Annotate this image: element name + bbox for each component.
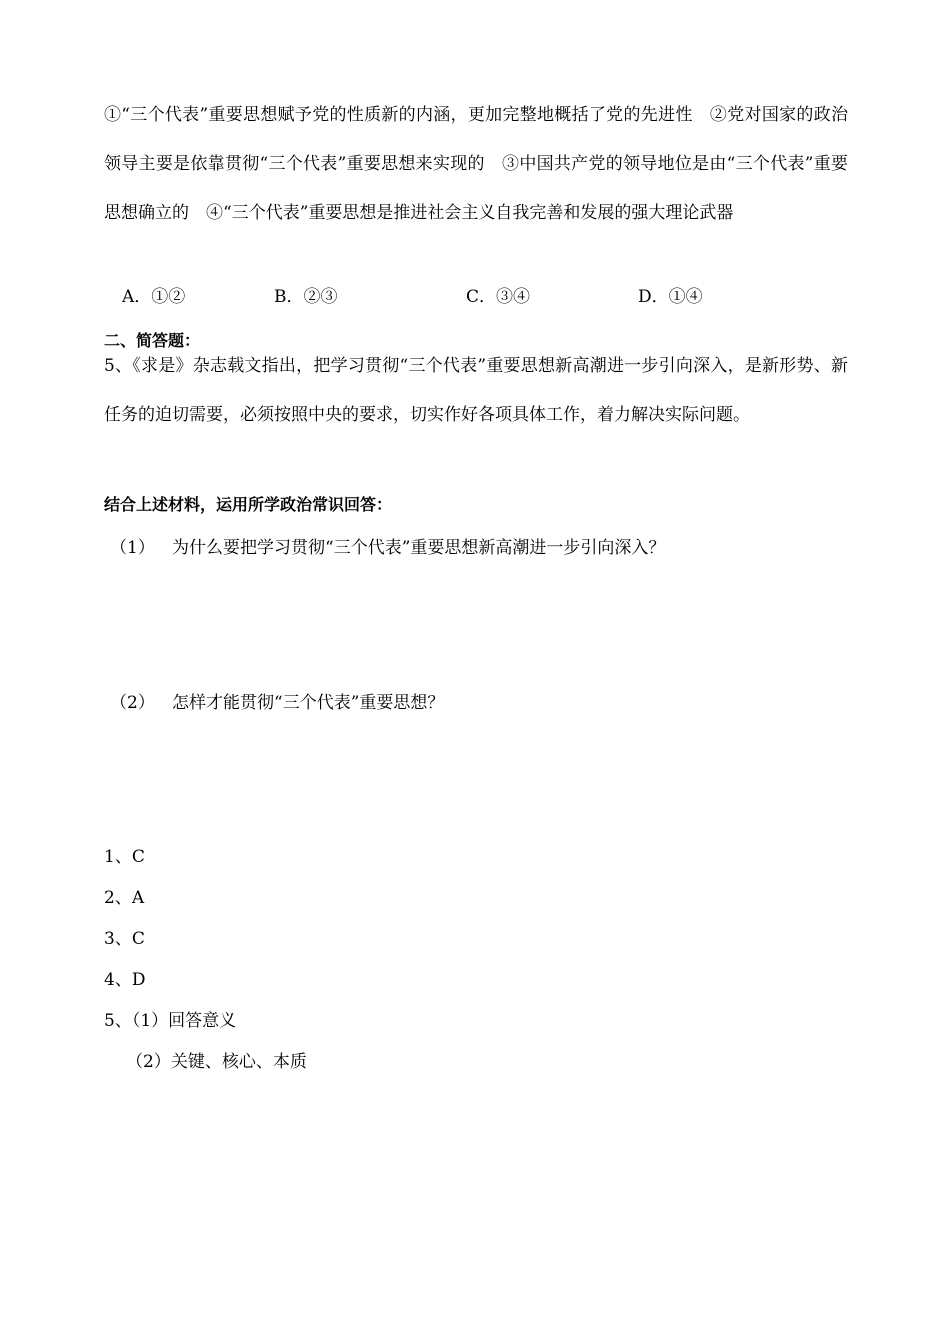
answer-1: 1、C (104, 847, 145, 867)
question-5-material: 5、《求是》杂志载文指出，把学习贯彻“三个代表”重要思想新高潮进一步引向深入，是新形势、新任务的迫切需要，必须按照中央的要求，切实作好各项具体工作，着力解决实际问题。 (104, 356, 848, 425)
section-heading: 二、简答题： (104, 331, 201, 350)
sub-question-1-text: 为什么要把学习贯彻“三个代表”重要思想新高潮进一步引向深入？ (172, 538, 666, 558)
option-d: D．①④ (638, 287, 703, 307)
sub-question-2-number: （2） (110, 693, 155, 713)
sub-question-1-number: （1） (110, 538, 155, 558)
option-a: A．①② (122, 287, 186, 307)
answer-5-part-1: 5、（1）回答意义 (104, 1011, 237, 1031)
sub-question-2-text: 怎样才能贯彻“三个代表”重要思想？ (172, 693, 445, 713)
answer-5-part-2: （2）关键、核心、本质 (126, 1052, 307, 1072)
question-4-stem: ①“三个代表”重要思想赋予党的性质新的内涵，更加完整地概括了党的先进性 ②党对国家的政治领导主要是依靠贯彻“三个代表”重要思想来实现的 ③中国共产党的领导地位是由“三个代表”重要思想确立的 ④“三个代表”重要思想是推进社会主义自我完善和发展的强大理论武器 (104, 105, 848, 223)
answer-2: 2、A (104, 888, 145, 908)
question-4-options (0, 282, 950, 312)
option-b: B．②③ (274, 287, 338, 307)
answer-4: 4、D (104, 970, 146, 990)
answer-3: 3、C (104, 929, 145, 949)
sub-question-2 (110, 688, 444, 713)
option-c: C．③④ (466, 287, 531, 307)
answer-instruction: 结合上述材料，运用所学政治常识回答： (104, 495, 393, 514)
sub-question-1 (110, 533, 665, 558)
